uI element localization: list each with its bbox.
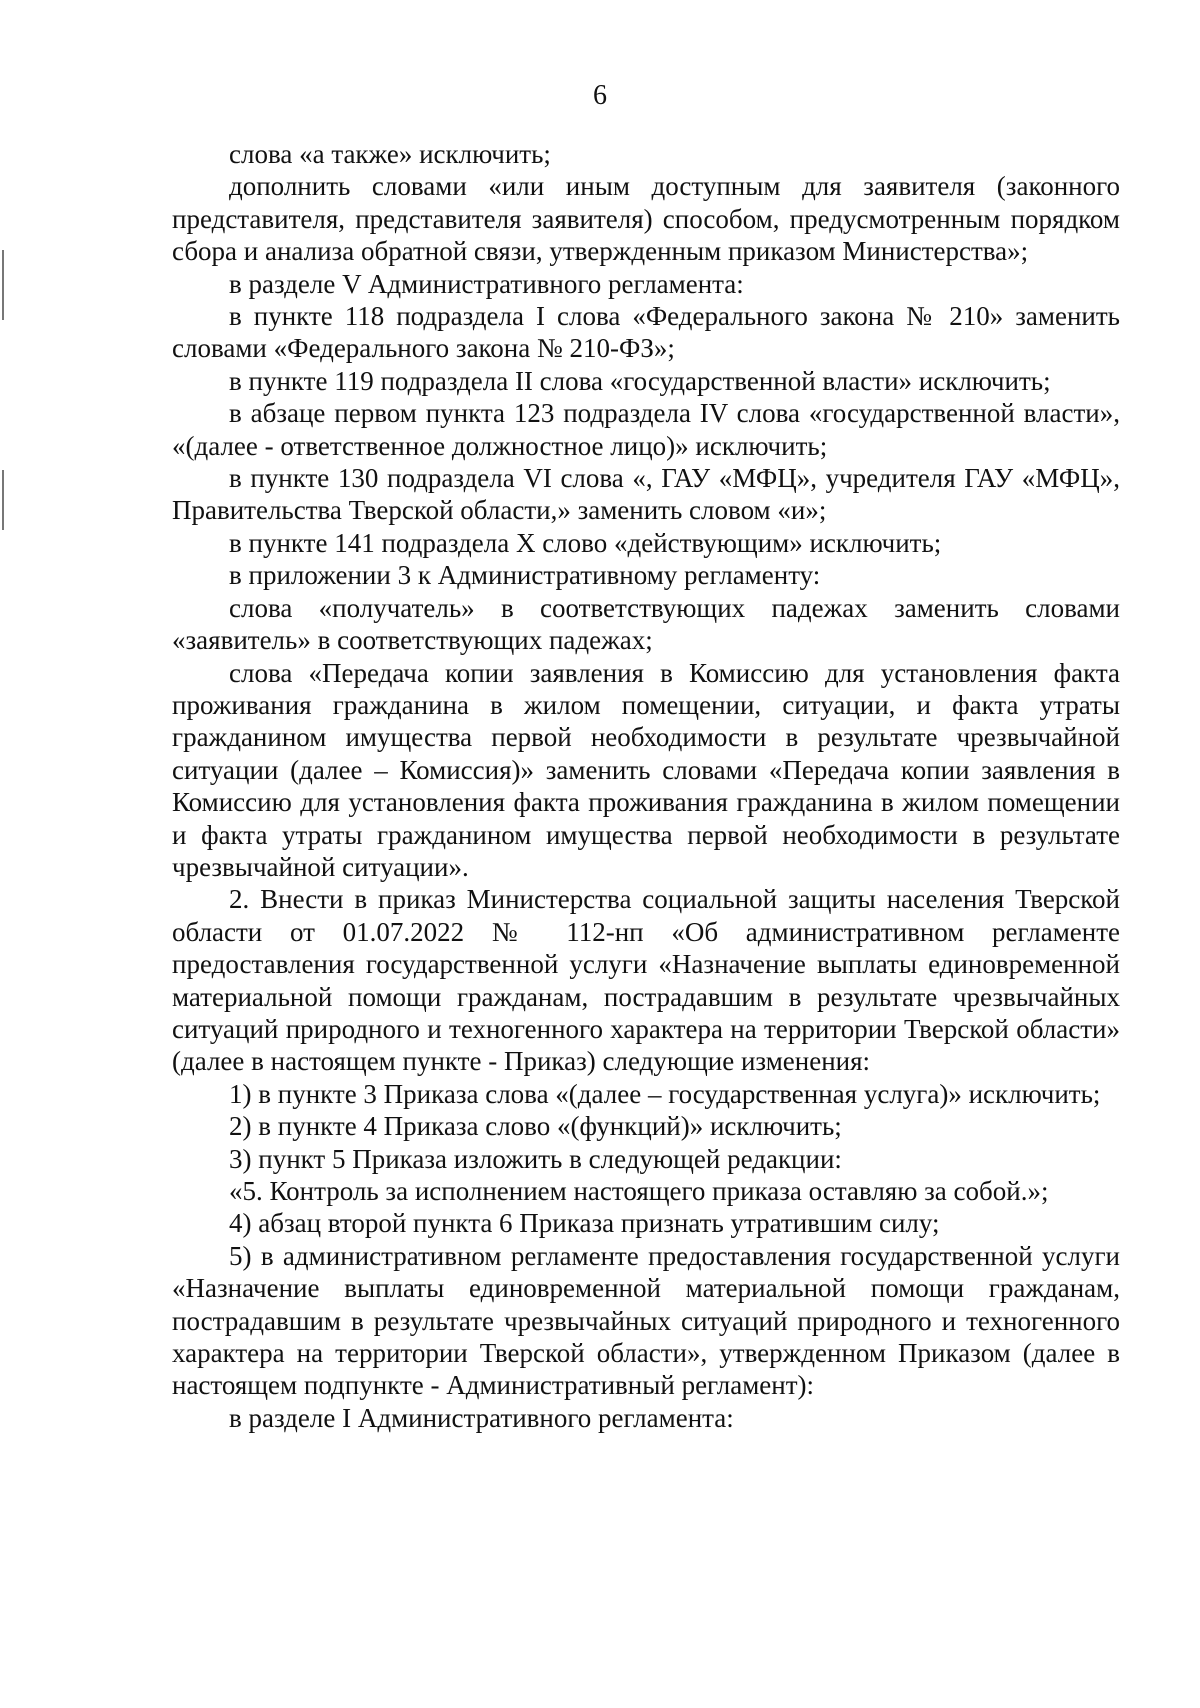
page-number: 6 — [593, 80, 607, 111]
paragraph: слова «а также» исключить; — [229, 139, 551, 169]
paragraph: в пункте 118 подраздела I слова «Федерального закона № 210» заменить словами «Федерального закона № 210-ФЗ»; — [172, 301, 1120, 364]
paragraph: 4) абзац второй пункта 6 Приказа признать утратившим силу; — [229, 1208, 940, 1239]
paragraph: в приложении 3 к Административному регламенту: — [229, 560, 821, 591]
paragraph: слова «Передача копии заявления в Комиссию для установления факта проживания гражданина в жилом помещении, ситуации, и факта утраты гражданином имущества первой необходимости в результате чрезвычайной ситуации (далее – Комиссия)» заменить словами «Передача копии заявления в Комиссию для установления факта проживания гражданина в жилом помещении и факта утраты гражданином имущества первой необходимости в результате чрезвычайной ситуации». — [172, 657, 1120, 882]
paragraph: в разделе V Административного регламента: — [229, 268, 744, 299]
paragraph: 2) в пункте 4 Приказа слово «(функций)» исключить; — [229, 1111, 842, 1142]
paragraph: дополнить словами «или иным доступным для заявителя (законного представителя, представителя заявителя) способом, предусмотренным порядком сбора и анализа обратной связи, утвержденным приказом Министерства»; — [172, 171, 1120, 267]
paragraph: в абзаце первом пункта 123 подраздела IV слова «государственной власти», «(далее - ответственное должностное лицо)» исключить; — [172, 398, 1120, 461]
paragraph: 2. Внести в приказ Министерства социальной защиты населения Тверской области от 01.07.2022 № 112-нп «Об административном регламенте предоставления государственной услуги «Назначение выплаты единовременной материальной помощи гражданам, пострадавшим в результате чрезвычайных ситуаций природного и техногенного характера на территории Тверской области» (далее в настоящем пункте - Приказ) следующие изменения: — [172, 884, 1120, 1077]
paragraph: слова «получатель» в соответствующих падежах заменить словами «заявитель» в соответствующих падежах; — [172, 592, 1120, 656]
paragraph: в пункте 119 подраздела II слова «государственной власти» исключить; — [229, 365, 1051, 396]
paragraph: в пункте 130 подраздела VI слова «, ГАУ «МФЦ», учредителя ГАУ «МФЦ», Правительства Тверской области,» заменить словом «и»; — [172, 463, 1120, 526]
paragraph: «5. Контроль за исполнением настоящего приказа оставляю за собой.»; — [229, 1176, 1049, 1206]
scan-edge-mark — [2, 470, 4, 530]
paragraph: 3) пункт 5 Приказа изложить в следующей редакции: — [229, 1143, 842, 1174]
paragraph: в пункте 141 подраздела X слово «действующим» исключить; — [229, 527, 942, 558]
document-body — [172, 138, 1120, 1434]
paragraph: 1) в пункте 3 Приказа слова «(далее – государственная услуга)» исключить; — [229, 1078, 1101, 1109]
paragraph: в разделе I Административного регламента: — [229, 1402, 734, 1433]
paragraph: 5) в административном регламенте предоставления государственной услуги «Назначение выплаты единовременной материальной помощи гражданам, пострадавшим в результате чрезвычайных ситуаций природного и техногенного характера на территории Тверской области», утвержденном Приказом (далее в настоящем подпункте - Административный регламент): — [172, 1240, 1120, 1401]
scan-edge-mark — [2, 250, 4, 320]
